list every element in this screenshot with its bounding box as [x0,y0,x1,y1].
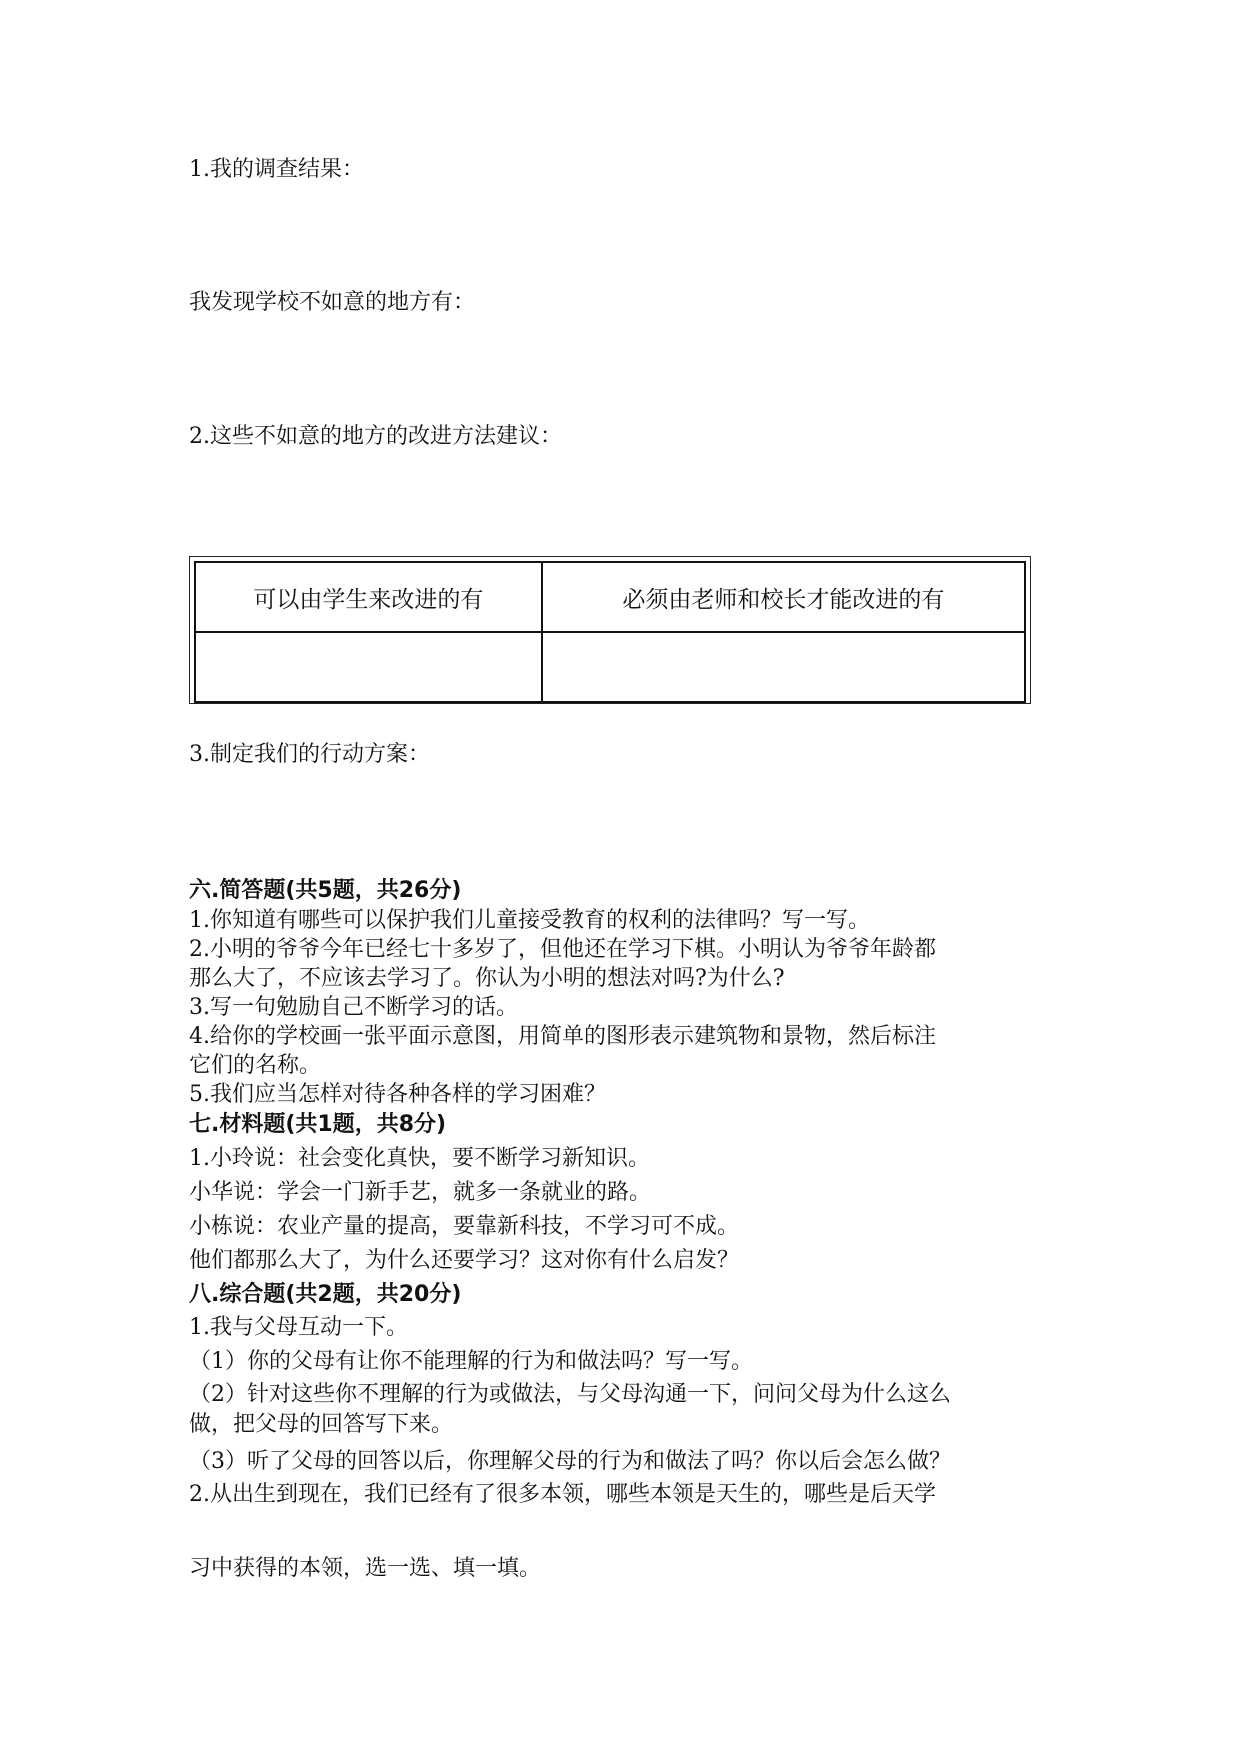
section8-line: 1.我与父母互动一下。 [189,1315,408,1340]
improvement-label: 2.这些不如意的地方的改进方法建议： [189,424,562,449]
section7-line: 他们都那么大了，为什么还要学习？这对你有什么启发？ [189,1248,740,1273]
section8-title: 八.综合题(共2题，共20分) [189,1282,462,1307]
section6-line: 4.给你的学校画一张平面示意图，用简单的图形表示建筑物和景物，然后标注 [189,1024,936,1049]
table-cell-students [195,632,542,702]
problems-label: 我发现学校不如意的地方有： [189,290,476,315]
table-header-teachers: 必须由老师和校长才能改进的有 [542,562,1025,632]
action-plan-label: 3.制定我们的行动方案： [189,742,430,767]
section6-line: 那么大了，不应该去学习了。你认为小明的想法对吗?为什么? [189,966,785,991]
section8-line: 2.从出生到现在，我们已经有了很多本领，哪些本领是天生的，哪些是后天学 [189,1482,936,1507]
improvement-table [189,556,1031,704]
section8-line: （2）针对这些你不理解的行为或做法，与父母沟通一下，问问父母为什么这么 [189,1382,951,1407]
section7-line: 小华说：学会一门新手艺，就多一条就业的路。 [189,1180,652,1205]
section7-line: 小栋说：农业产量的提高，要靠新科技，不学习可不成。 [189,1214,740,1239]
table-cell-teachers [542,632,1025,702]
table-header-students: 可以由学生来改进的有 [195,562,542,632]
section8-line: （1）你的父母有让你不能理解的行为和做法吗？写一写。 [189,1349,753,1374]
section6-line: 它们的名称。 [189,1053,322,1078]
section8-line: 做，把父母的回答写下来。 [189,1412,454,1437]
section8-line: （3）听了父母的回答以后，你理解父母的行为和做法了吗？你以后会怎么做？ [189,1449,951,1474]
section6-line: 2.小明的爷爷今年已经七十多岁了，但他还在学习下棋。小明认为爷爷年龄都 [189,937,936,962]
section6-line: 3.写一句勉励自己不断学习的话。 [189,995,518,1020]
section7-line: 1.小玲说：社会变化真快，要不断学习新知识。 [189,1146,650,1171]
section6-line: 5.我们应当怎样对待各种各样的学习困难？ [189,1082,606,1107]
section7-title: 七.材料题(共1题，共8分) [189,1112,447,1137]
section6-line: 1.你知道有哪些可以保护我们儿童接受教育的权利的法律吗？写一写。 [189,908,870,933]
section6-title: 六.简答题(共5题，共26分) [189,878,462,903]
section8-line: 习中获得的本领，选一选、填一填。 [189,1556,542,1581]
survey-result-label: 1.我的调查结果： [189,157,364,182]
